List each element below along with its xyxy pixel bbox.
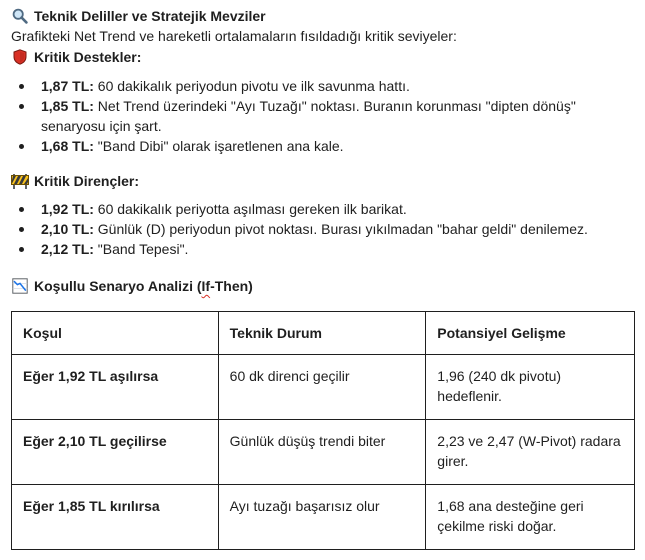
resistance-title: Kritik Dirençler: [34, 173, 140, 189]
construction-barrier-icon [11, 172, 29, 190]
intro-text: Grafikteki Net Trend ve hareketli ortalamaların fısıldadığı kritik seviyeler: [11, 28, 457, 44]
cell-condition: Eğer 2,10 TL geçilirse [12, 420, 219, 485]
support-level: 1,85 TL: [41, 98, 94, 114]
resistance-level: 2,12 TL: [41, 241, 94, 257]
column-header-condition: Koşul [12, 312, 219, 355]
scenario-title-pre: Koşullu Senaryo Analizi ( [34, 278, 202, 294]
support-desc: 60 dakikalık periyodun pivotu ve ilk savunma hattı. [93, 78, 410, 94]
resistance-desc: "Band Tepesi". [93, 241, 189, 257]
list-item [11, 219, 636, 239]
shield-icon [11, 48, 29, 66]
column-header-technical-status: Teknik Durum [218, 312, 426, 355]
resistance-desc: 60 dakikalık periyotta aşılması gereken ilk barikat. [93, 201, 407, 217]
cell-condition: Eğer 1,85 TL kırılırsa [12, 485, 219, 550]
cell-status: Günlük düşüş trendi biter [218, 420, 426, 485]
table-row [12, 355, 635, 420]
resistance-desc: Günlük (D) periyodun pivot noktası. Burası yıkılmadan "bahar geldi" denilemez. [93, 221, 588, 237]
list-item [11, 239, 636, 259]
heading-title: Teknik Deliller ve Stratejik Mevziler [34, 8, 266, 24]
resistance-level: 2,10 TL: [41, 221, 94, 237]
cell-condition: Eğer 1,92 TL aşılırsa [12, 355, 219, 420]
section-heading-scenario [11, 276, 636, 296]
support-level: 1,87 TL: [41, 78, 94, 94]
list-item [11, 136, 636, 156]
document-body [11, 6, 636, 296]
cell-status: Ayı tuzağı başarısız olur [218, 485, 426, 550]
cell-status: 60 dk direnci geçilir [218, 355, 426, 420]
cell-outcome: 1,68 ana desteğine geri çekilme riski doğar. [426, 485, 635, 550]
support-level: 1,68 TL: [41, 138, 94, 154]
support-list [11, 76, 636, 156]
table-header-row [12, 312, 635, 355]
list-item [11, 96, 636, 136]
table-row [12, 485, 635, 550]
list-item [11, 199, 636, 219]
support-title: Kritik Destekler: [34, 49, 142, 65]
section-heading-resistance [11, 171, 636, 191]
table-row [12, 420, 635, 485]
chart-decreasing-icon [11, 277, 29, 295]
scenario-table [11, 311, 635, 550]
cell-outcome: 2,23 ve 2,47 (W-Pivot) radara girer. [426, 420, 635, 485]
support-desc: Net Trend üzerindeki "Ayı Tuzağı" noktası. Buranın korunması "dipten dönüş" senaryosu için şart. [41, 98, 576, 134]
scenario-title-post: -Then) [210, 278, 253, 294]
resistance-level: 1,92 TL: [41, 201, 94, 217]
resistance-list [11, 199, 636, 259]
list-item [11, 76, 636, 96]
column-header-potential-outcome: Potansiyel Gelişme [426, 312, 635, 355]
scenario-title-if: If [201, 278, 211, 294]
section-heading-support [11, 47, 636, 67]
scenario-title [34, 276, 253, 296]
cell-outcome: 1,96 (240 dk pivotu) hedeflenir. [426, 355, 635, 420]
section-heading-technical [11, 6, 636, 26]
support-desc: "Band Dibi" olarak işaretlenen ana kale. [93, 138, 344, 154]
magnifier-icon [11, 7, 29, 25]
